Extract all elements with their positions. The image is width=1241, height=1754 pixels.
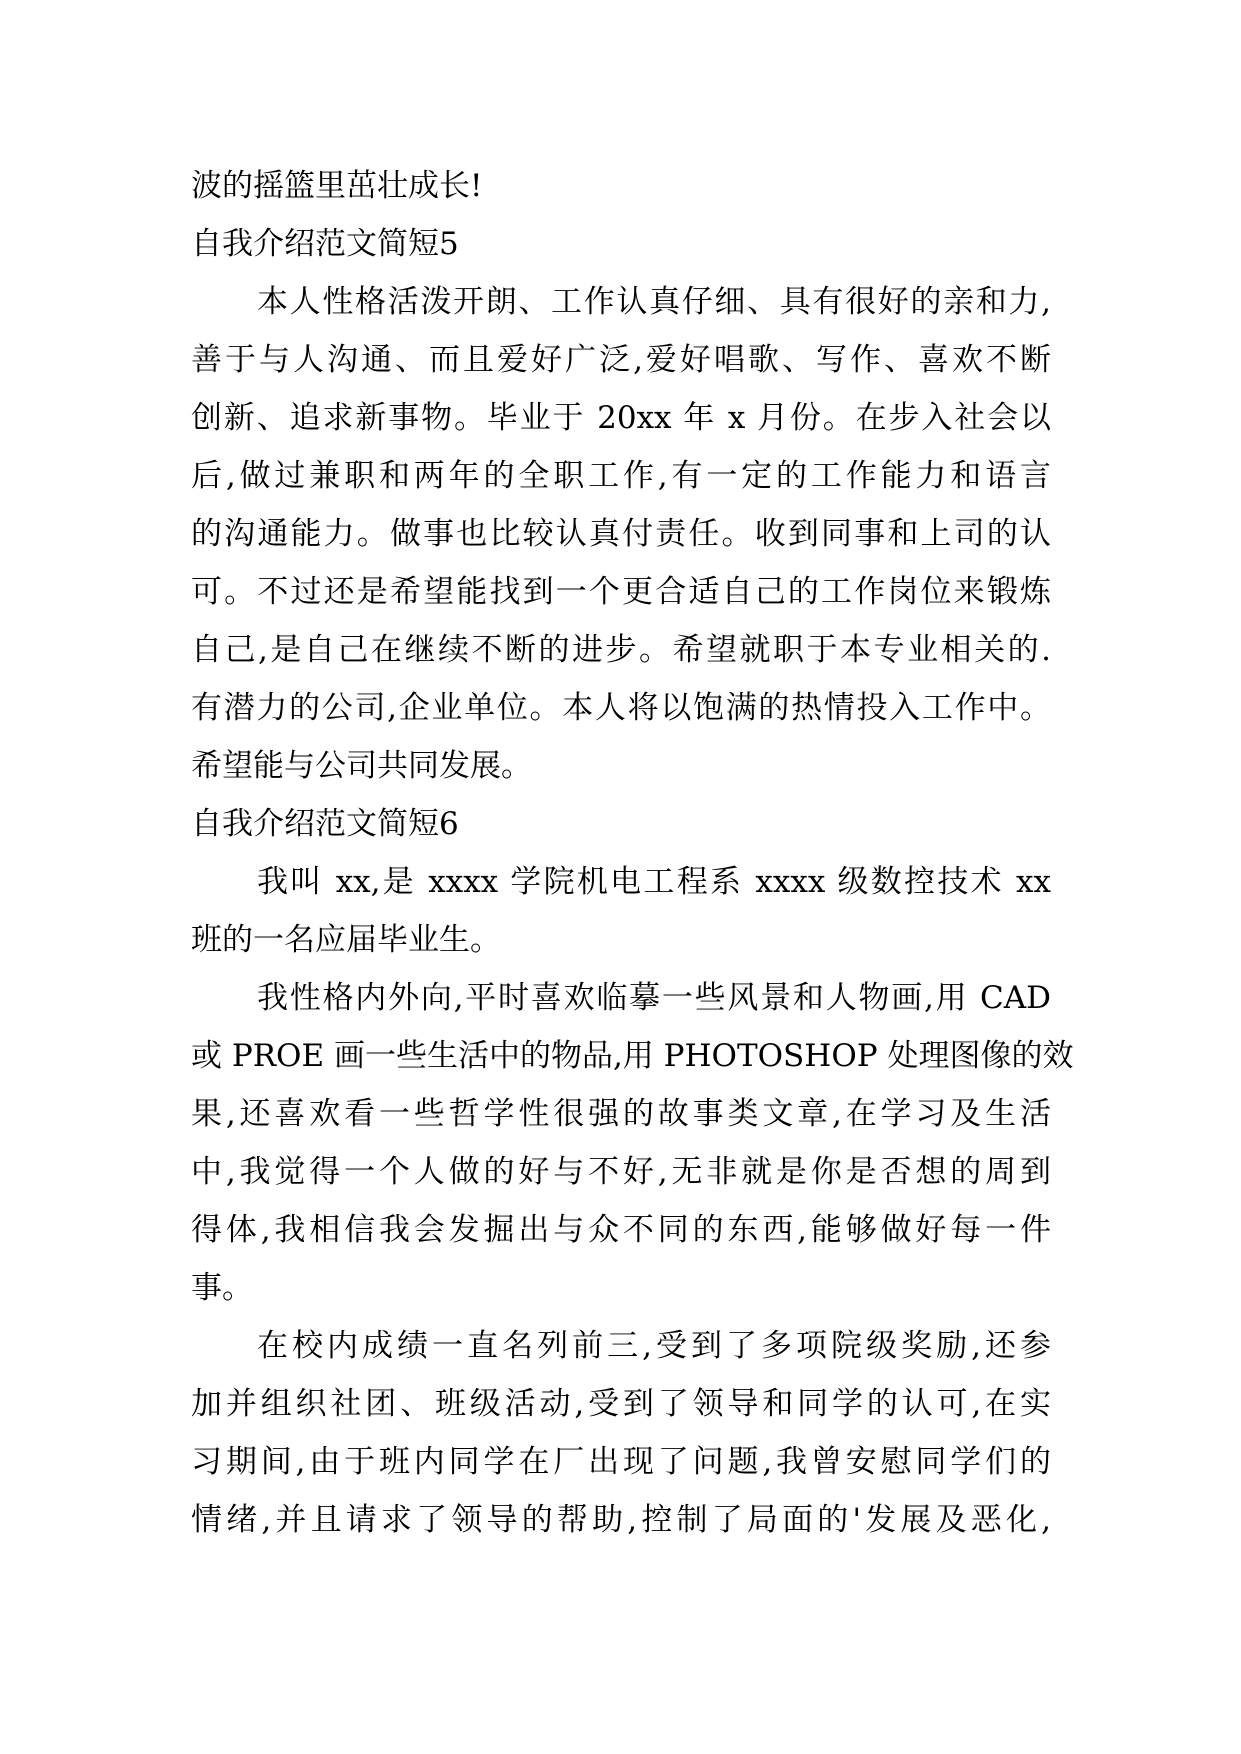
text-line: 波的摇篮里茁壮成长! <box>191 168 483 204</box>
text-line: 情绪,并且请求了领导的帮助,控制了局面的'发展及恶化, <box>191 1502 1051 1538</box>
text-line: 自己,是自己在继续不断的进步。希望就职于本专业相关的. <box>191 632 1051 668</box>
text-line: 希望能与公司共同发展。 <box>191 748 532 784</box>
paragraph-first-line: 本人性格活泼开朗、工作认真仔细、具有很好的亲和力, <box>257 284 1051 320</box>
text-line: 加并组织社团、班级活动,受到了领导和同学的认可,在实 <box>191 1386 1051 1422</box>
text-line: 可。不过还是希望能找到一个更合适自己的工作岗位来锻炼 <box>191 574 1051 610</box>
text-line: 事。 <box>191 1270 253 1306</box>
text-line: 创新、追求新事物。毕业于 20xx 年 x 月份。在步入社会以 <box>191 400 1051 436</box>
text-line: 班的一名应届毕业生。 <box>191 922 501 958</box>
text-line: 后,做过兼职和两年的全职工作,有一定的工作能力和语言 <box>191 458 1051 494</box>
section-heading: 自我介绍范文简短5 <box>191 226 459 262</box>
paragraph-first-line: 我叫 xx,是 xxxx 学院机电工程系 xxxx 级数控技术 xx <box>257 864 1051 900</box>
paragraph-first-line: 我性格内外向,平时喜欢临摹一些风景和人物画,用 CAD <box>257 980 1051 1016</box>
text-line: 有潜力的公司,企业单位。本人将以饱满的热情投入工作中。 <box>191 690 1051 726</box>
text-line: 的沟通能力。做事也比较认真付责任。收到同事和上司的认 <box>191 516 1051 552</box>
paragraph-first-line: 在校内成绩一直名列前三,受到了多项院级奖励,还参 <box>257 1328 1051 1364</box>
text-line: 果,还喜欢看一些哲学性很强的故事类文章,在学习及生活 <box>191 1096 1051 1132</box>
section-heading: 自我介绍范文简短6 <box>191 806 459 842</box>
text-line: 或 PROE 画一些生活中的物品,用 PHOTOSHOP 处理图像的效 <box>191 1038 1074 1074</box>
text-line: 善于与人沟通、而且爱好广泛,爱好唱歌、写作、喜欢不断 <box>191 342 1051 378</box>
text-line: 得体,我相信我会发掘出与众不同的东西,能够做好每一件 <box>191 1212 1051 1248</box>
text-line: 中,我觉得一个人做的好与不好,无非就是你是否想的周到 <box>191 1154 1051 1190</box>
text-line: 习期间,由于班内同学在厂出现了问题,我曾安慰同学们的 <box>191 1444 1051 1480</box>
